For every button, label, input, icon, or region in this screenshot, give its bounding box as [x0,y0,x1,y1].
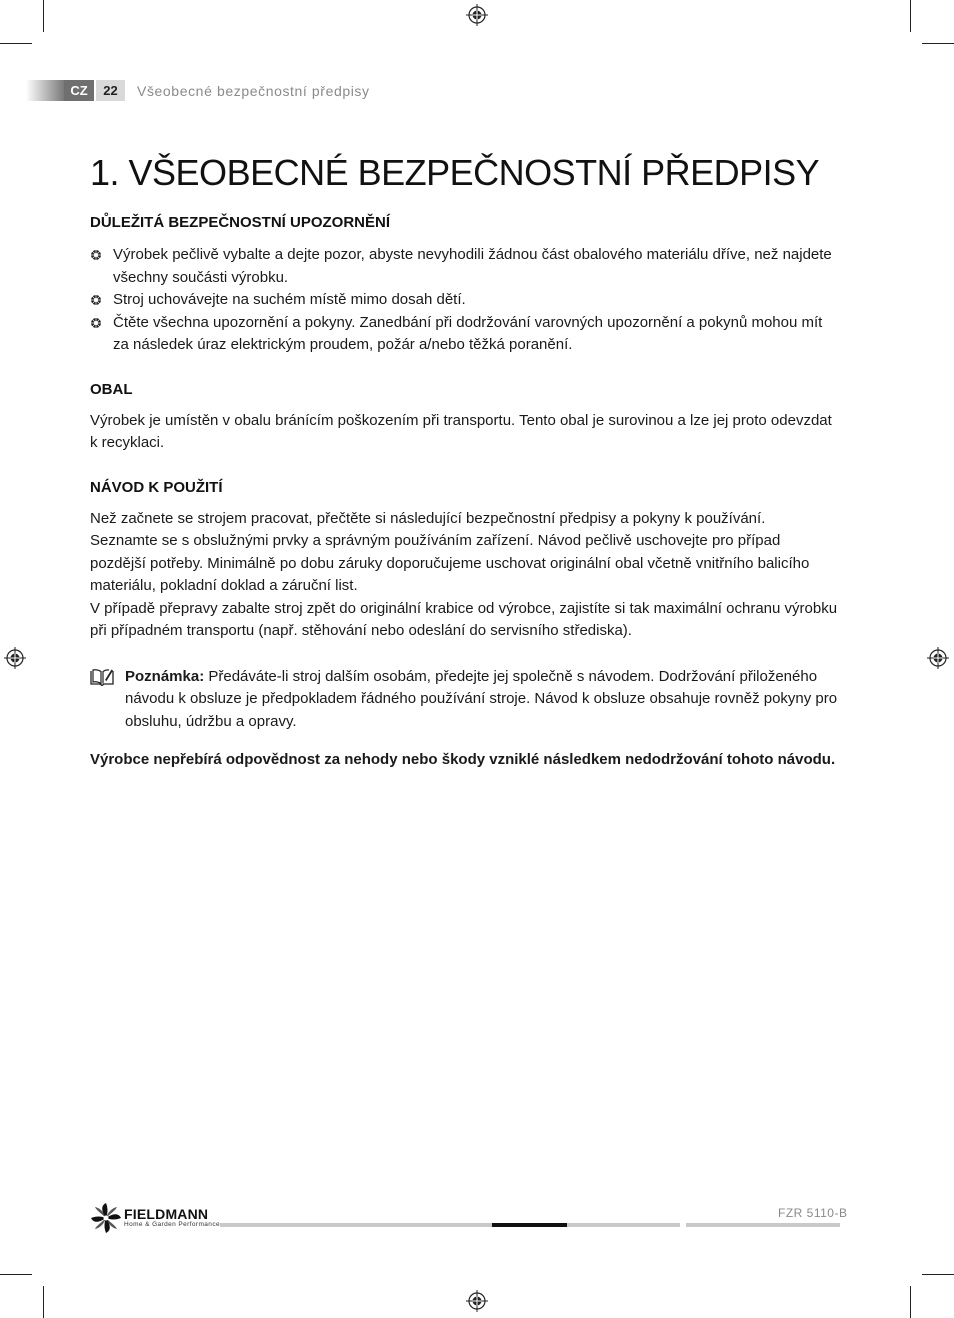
registration-mark-icon [4,647,26,669]
brand-tagline: Home & Garden Performance [124,1221,220,1228]
packaging-heading: OBAL [90,380,133,398]
brand-logo [90,1201,220,1235]
registration-mark-icon [466,4,488,26]
safety-list [90,244,840,357]
note-block [90,666,840,734]
crop-mark [0,43,32,44]
list-item [90,289,840,312]
gear-bullet-icon [90,249,102,261]
crop-mark [910,0,911,32]
page-title: 1. VŠEOBECNÉ BEZPEČNOSTNÍ PŘEDPISY [90,152,820,193]
instructions-paragraph: V případě přepravy zabalte stroj zpět do originální krabice od výrobce, zajistíte si tak maximální ochranu výrobku při případném transportu (např. stěhování nebo odeslání do servisního střediska). [90,599,838,639]
registration-mark-icon [927,647,949,669]
model-number: FZR 5110-B [778,1206,848,1220]
crop-mark [910,1286,911,1318]
language-badge: CZ [64,80,94,101]
crop-mark [43,0,44,32]
instructions-heading: NÁVOD K POUŽITÍ [90,478,223,496]
brand-name: FIELDMANN [124,1206,209,1222]
page-content [90,150,840,772]
page-number: 22 [96,80,125,101]
list-item [90,312,840,357]
list-item-text: Stroj uchovávejte na suchém místě mimo dosah dětí. [113,291,466,308]
list-item [90,244,840,289]
gear-bullet-icon [90,294,102,306]
footer-bar [686,1223,840,1227]
footer-bar [492,1223,567,1227]
crop-mark [43,1286,44,1318]
crop-mark [922,43,954,44]
instructions-paragraph: Než začnete se strojem pracovat, přečtěte si následující bezpečnostní předpisy a pokyny k používání. [90,509,766,527]
disclaimer-text: Výrobce nepřebírá odpovědnost za nehody nebo škody vzniklé následkem nedodržování tohoto návodu. [90,751,836,768]
registration-mark-icon [466,1290,488,1312]
list-item-text: Výrobek pečlivě vybalte a dejte pozor, abyste nevyhodili žádnou část obalového materiálu dříve, než najdete všechny součásti výrobku. [113,246,832,286]
note-label: Poznámka: [125,667,205,685]
crop-mark [0,1274,32,1275]
list-item-text: Čtěte všechna upozornění a pokyny. Zanedbání při dodržování varovných upozornění a pokynů mohou mít za následek úraz elektrickým proudem, požár a/nebo těžká poranění. [113,313,823,353]
gear-bullet-icon [90,317,102,329]
packaging-text: Výrobek je umístěn v obalu bránícím poškozením při transportu. Tento obal je surovinou a lze jej proto odevzdat k recyklaci. [90,411,832,451]
safety-heading: DŮLEŽITÁ BEZPEČNOSTNÍ UPOZORNĚNÍ [90,214,391,231]
fan-logo-icon [90,1202,122,1234]
header-gradient-bar [26,80,64,101]
crop-mark [922,1274,954,1275]
footer-bar [567,1223,680,1227]
book-note-icon [90,668,114,686]
instructions-paragraph: Seznamte se s obslužnými prvky a správným používáním zařízení. Návod pečlivě uschovejte pro případ pozdější potřeby. Minimálně po dobu záruky doporučujeme uschovat originální obal včetně vnitřního balicího materiálu, pokladní doklad a záruční list. [90,532,810,594]
running-header: Všeobecné bezpečnostní předpisy [137,83,370,99]
footer-bar [220,1223,492,1227]
note-text: Předáváte-li stroj dalším osobám, předejte jej společně s návodem. Dodržování přiloženého návodu k obsluze je předpokladem řádného používání stroje. Návod k obsluze obsahuje rovněž pokyny pro obsluhu, údržbu a opravy. [125,667,838,730]
